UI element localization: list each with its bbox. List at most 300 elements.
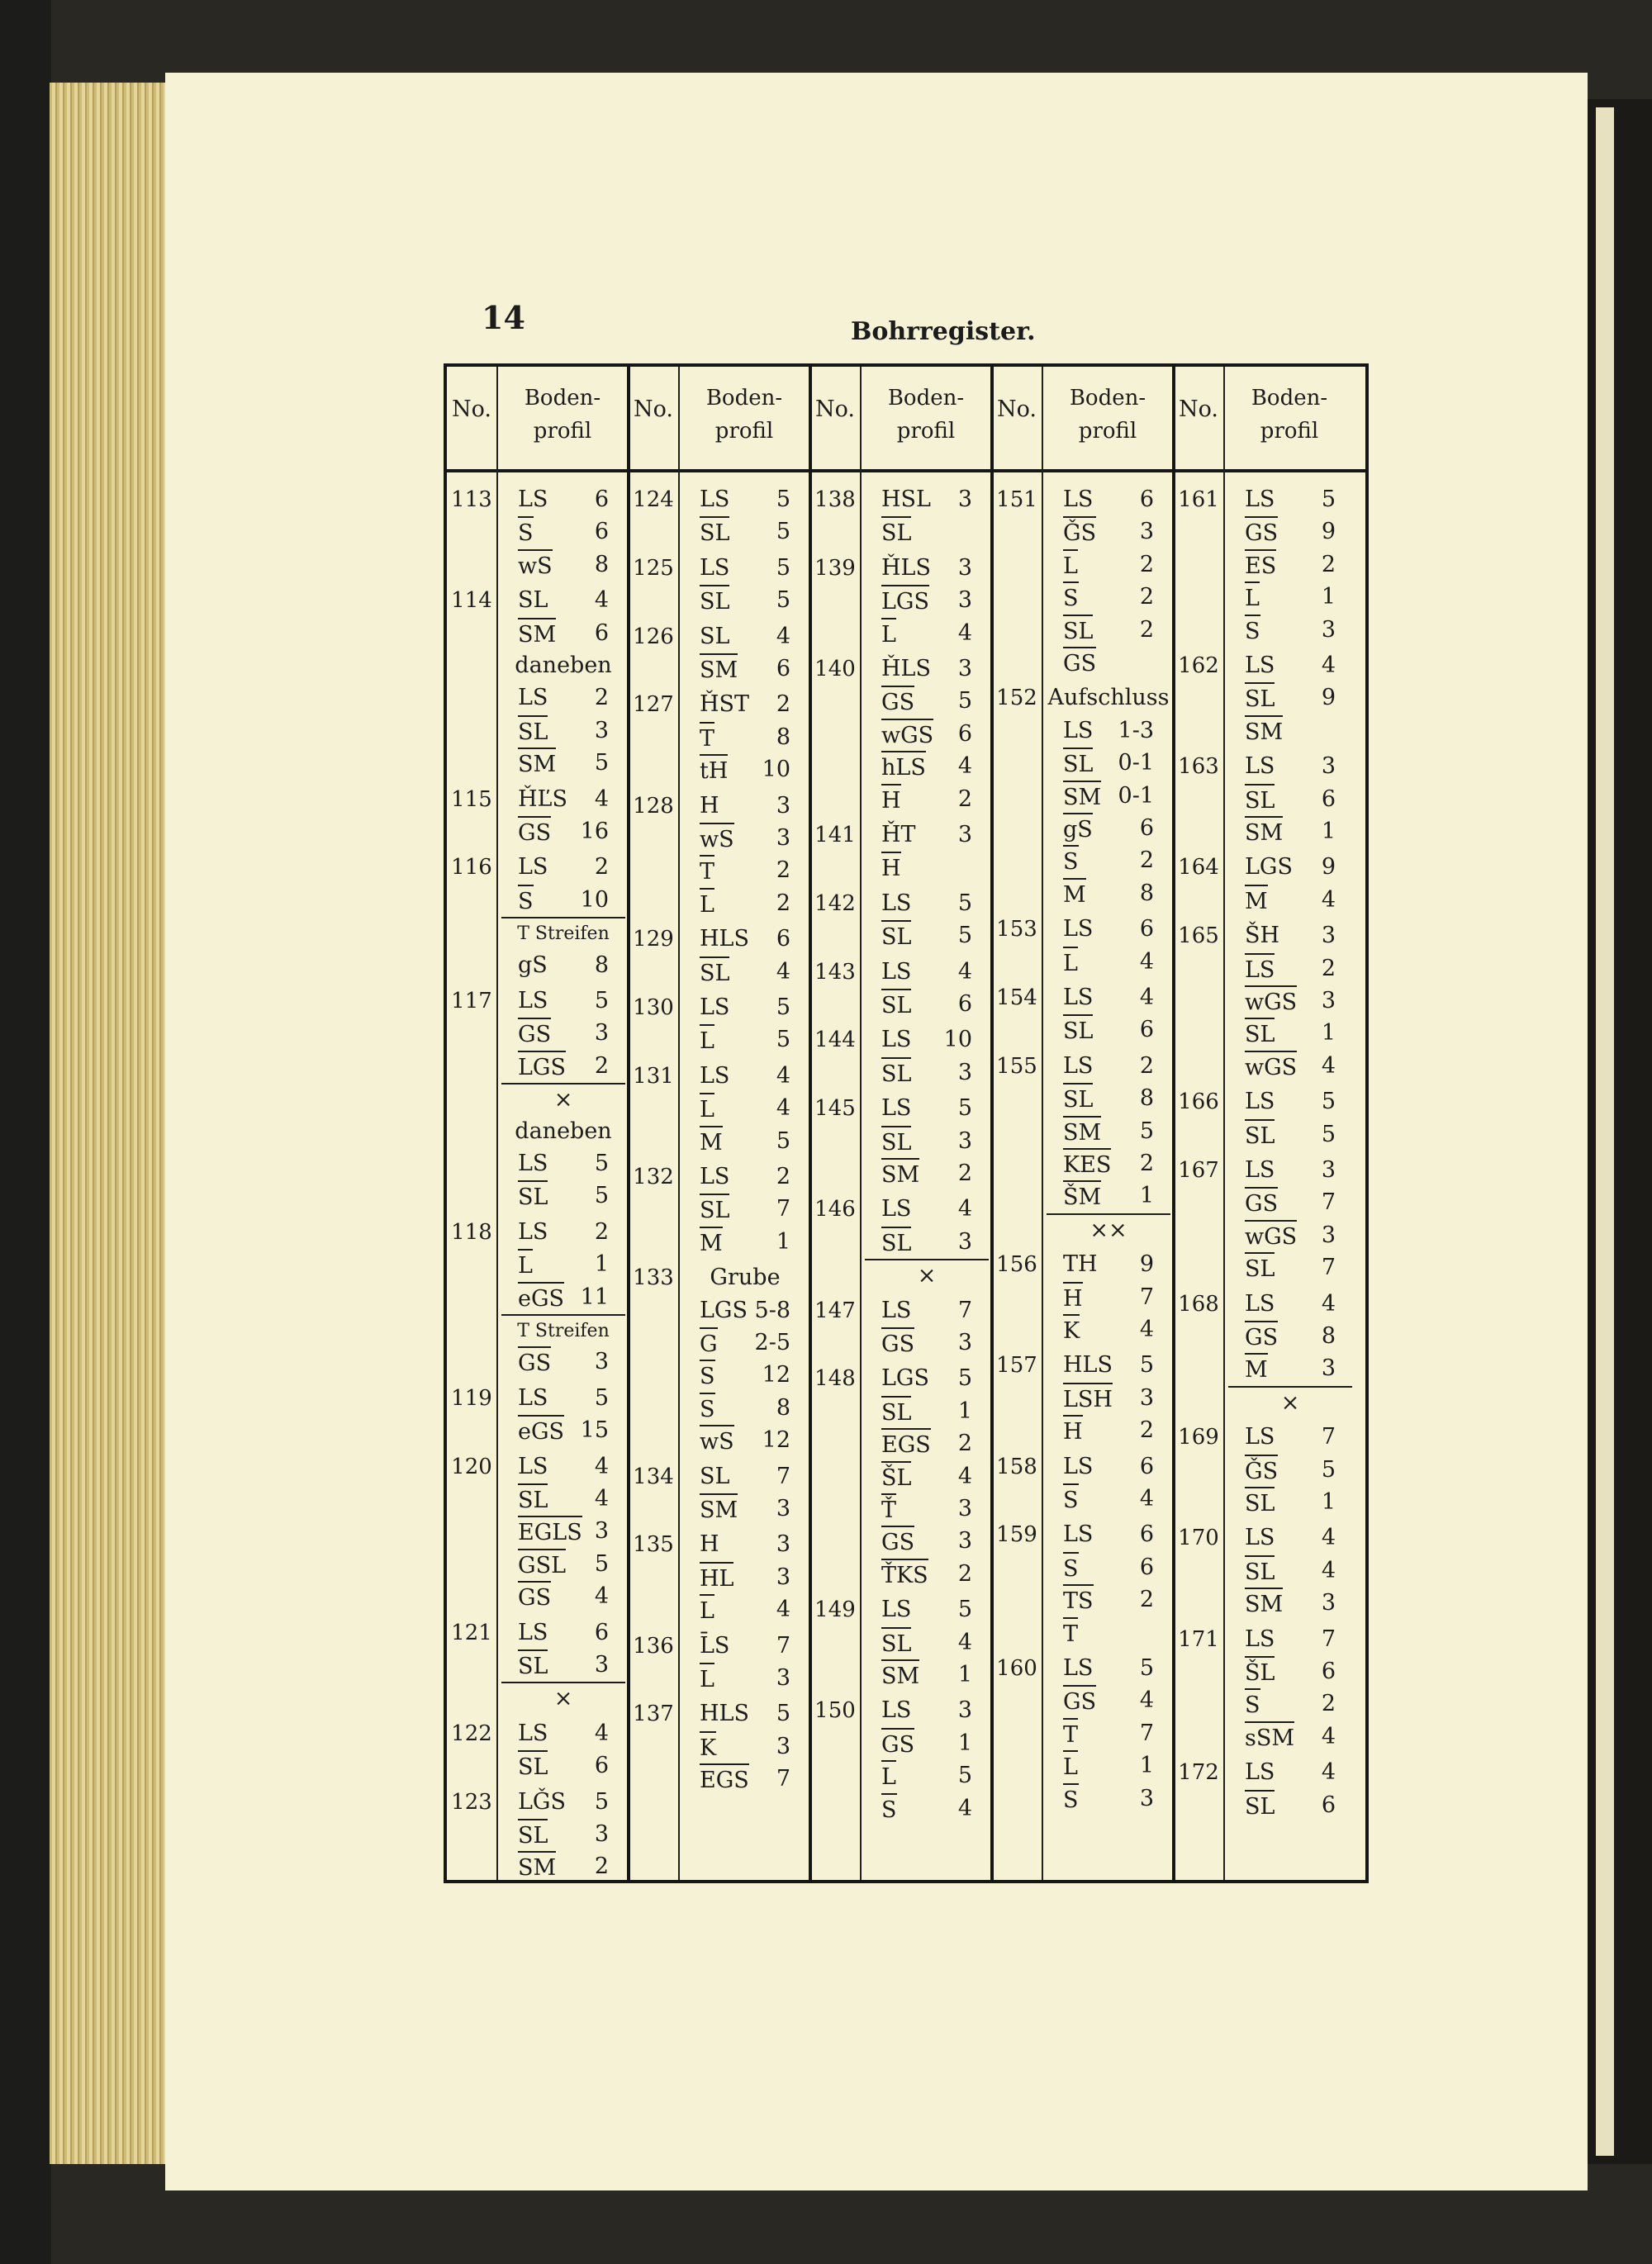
profil-line <box>865 784 989 815</box>
profil-line <box>1228 1790 1352 1821</box>
soil-code: sSM <box>1245 1721 1294 1754</box>
layer-thickness: 6 <box>1139 1017 1154 1043</box>
soil-code: ǦS <box>1245 1455 1278 1488</box>
layer-thickness: 2 <box>776 691 790 718</box>
bohrung-number: 134 <box>633 1464 674 1489</box>
profil-line <box>683 923 807 955</box>
soil-code: S <box>1063 1552 1079 1585</box>
soil-code: T <box>1063 1617 1078 1650</box>
layer-thickness: 4 <box>776 1597 790 1623</box>
layer-thickness: 5 <box>957 1763 972 1789</box>
profil-line <box>683 1493 807 1525</box>
layer-thickness: 1 <box>1139 1753 1154 1779</box>
profil-line <box>501 682 625 714</box>
profil-line <box>865 1259 989 1290</box>
profil-line <box>683 653 807 685</box>
profil-line <box>1228 985 1352 1017</box>
bohrung-number: 130 <box>633 995 674 1020</box>
layer-thickness: 4 <box>957 1795 972 1821</box>
profil-line <box>865 1396 989 1427</box>
layer-thickness: 2 <box>1139 847 1154 874</box>
bohrung-number: 172 <box>1178 1760 1219 1786</box>
header-bodenprofil <box>1042 382 1174 448</box>
layer-thickness: 1 <box>1321 584 1336 610</box>
profil-line <box>1228 715 1352 747</box>
soil-code: LS <box>518 1619 548 1645</box>
soil-code: × <box>501 1682 625 1715</box>
layer-thickness: 7 <box>1321 1626 1336 1652</box>
profil-line <box>501 1249 625 1280</box>
header-profil-line1: Boden- <box>705 386 783 411</box>
soil-code: T <box>700 855 714 888</box>
soil-code: EGS <box>881 1428 931 1461</box>
soil-code: LS <box>1245 1759 1275 1786</box>
soil-code: SL <box>518 1750 548 1783</box>
soil-code: TH <box>1063 1251 1098 1278</box>
profil-line <box>501 917 625 948</box>
bohrung-number: 167 <box>1178 1158 1219 1183</box>
soil-code: LS <box>881 1597 912 1623</box>
layer-thickness: 7 <box>1139 1284 1154 1310</box>
bohrung-number: 162 <box>1178 653 1219 678</box>
layer-thickness: 6 <box>1321 786 1336 812</box>
profil-line <box>865 1363 989 1394</box>
layer-thickness: 2 <box>1139 1417 1154 1444</box>
soil-code: SL <box>881 920 911 953</box>
bohrung-number: 122 <box>451 1721 492 1746</box>
soil-code: LS <box>1063 1052 1094 1079</box>
profil-line <box>865 1695 989 1726</box>
profil-line <box>1047 1584 1170 1616</box>
bohrung-number: 114 <box>451 588 492 614</box>
header-bodenprofil <box>860 382 992 448</box>
profil-line <box>1228 1155 1352 1186</box>
soil-code: S <box>700 1393 715 1426</box>
layer-thickness: 3 <box>957 587 972 614</box>
soil-code: gS <box>518 952 548 978</box>
soil-code: LS <box>1063 1655 1094 1681</box>
profil-line <box>1228 1487 1352 1518</box>
bohrung-number: 132 <box>633 1165 674 1189</box>
layer-thickness: 6 <box>957 991 972 1017</box>
profil-line <box>1047 615 1170 646</box>
layer-thickness: 1 <box>1321 1489 1336 1515</box>
layer-thickness: 3 <box>1321 1355 1336 1382</box>
profil-line <box>501 1415 625 1446</box>
layer-thickness: 5 <box>1139 1352 1154 1379</box>
soil-code: LS <box>518 1218 548 1245</box>
layer-thickness: 5 <box>957 1365 972 1392</box>
layer-thickness: 3 <box>776 792 790 819</box>
layer-thickness: 6 <box>1321 1659 1336 1684</box>
soil-code: SL <box>700 1463 730 1489</box>
layer-thickness: 5 <box>594 1183 609 1209</box>
soil-code: SL <box>1245 1018 1275 1051</box>
layer-thickness: 7 <box>1321 1255 1336 1281</box>
layer-thickness: 4 <box>776 1095 790 1122</box>
soil-code: SL <box>700 516 729 549</box>
bohrung-number: 146 <box>814 1197 856 1222</box>
profil-line <box>1228 784 1352 815</box>
soil-code: M <box>700 1126 723 1159</box>
header-profil-line2: profil <box>1260 419 1319 444</box>
soil-code: KES <box>1063 1148 1111 1181</box>
layer-thickness: 3 <box>1321 1590 1336 1616</box>
soil-code: LS <box>1063 1521 1094 1548</box>
profil-line <box>501 1787 625 1818</box>
soil-code: SM <box>518 748 556 781</box>
soil-code: LS <box>700 1164 730 1189</box>
layer-thickness: 3 <box>594 1518 609 1545</box>
profil-line <box>1047 748 1170 779</box>
soil-code: SL <box>1063 615 1093 648</box>
profil-line <box>1228 885 1352 916</box>
soil-code: GS <box>1245 1187 1278 1220</box>
profil-line <box>501 1483 625 1515</box>
soil-code: M <box>700 1227 723 1260</box>
soil-code: LS <box>1063 1453 1094 1479</box>
bohrung-number: 126 <box>633 624 674 649</box>
layer-thickness: 6 <box>1139 1554 1154 1580</box>
layer-thickness: 2 <box>594 1853 609 1880</box>
soil-code: SM <box>1063 781 1101 814</box>
bohrung-number: 113 <box>451 487 492 512</box>
soil-code: HLS <box>1063 1352 1113 1379</box>
no-column <box>810 367 860 1880</box>
profil-line <box>1228 816 1352 847</box>
profil-line <box>501 784 625 815</box>
layer-thickness: 3 <box>1321 753 1336 780</box>
soil-code: HL <box>700 1562 733 1595</box>
layer-thickness: 2 <box>1139 551 1154 577</box>
soil-code: T <box>1063 1718 1078 1751</box>
layer-thickness: 2 <box>1139 584 1154 610</box>
soil-code: SM <box>881 1659 919 1692</box>
profil-line <box>1047 715 1170 747</box>
layer-thickness: 4 <box>957 753 972 780</box>
profil-line <box>501 1180 625 1212</box>
layer-thickness: 2 <box>957 1560 972 1587</box>
profil-line <box>501 1516 625 1547</box>
soil-code: S <box>881 1793 897 1826</box>
profil-line <box>683 855 807 886</box>
soil-code: daneben <box>515 1118 612 1144</box>
soil-code: SM <box>1063 1116 1101 1149</box>
profil-line <box>1047 1750 1170 1782</box>
profil-line <box>501 1581 625 1612</box>
layer-thickness: 5 <box>1139 1655 1154 1681</box>
layer-thickness: 2 <box>957 786 972 812</box>
soil-code: S <box>1245 1688 1260 1721</box>
soil-code: × <box>1228 1386 1352 1419</box>
layer-thickness: 4 <box>957 619 972 646</box>
soil-code: S <box>518 516 534 549</box>
profil-line <box>501 1282 625 1313</box>
soil-code: SL <box>518 587 548 614</box>
layer-thickness: 5 <box>1321 1121 1336 1147</box>
soil-code: L <box>881 1760 896 1793</box>
profil-line <box>1228 1721 1352 1753</box>
profil-line <box>501 1346 625 1378</box>
profil-line <box>501 1383 625 1414</box>
bohrung-number: 166 <box>1178 1089 1219 1115</box>
profil-line <box>865 1461 989 1493</box>
soil-code: GS <box>1063 1685 1096 1718</box>
layer-thickness: 9 <box>1139 1251 1154 1278</box>
profil-line <box>1047 1519 1170 1550</box>
profil-line <box>683 1194 807 1225</box>
profil-line <box>683 484 807 515</box>
profil-line <box>1228 516 1352 548</box>
profil-line <box>1047 982 1170 1013</box>
soil-code: L <box>1245 581 1260 615</box>
soil-code: LGS <box>700 1297 748 1323</box>
soil-code: LS <box>1245 1290 1275 1317</box>
profil-line <box>1047 1083 1170 1114</box>
soil-code: wS <box>700 1425 734 1458</box>
profil-line <box>865 1158 989 1189</box>
profil-line <box>1047 1451 1170 1483</box>
bohrung-number: 117 <box>451 989 492 1013</box>
layer-thickness: 3 <box>594 1020 609 1047</box>
layer-thickness: 5 <box>1321 486 1336 512</box>
profil-line <box>1047 1180 1170 1212</box>
profil-line <box>683 689 807 720</box>
profil-line <box>1228 1353 1352 1384</box>
soil-code: LS <box>1063 916 1094 942</box>
soil-code: Aufschluss <box>1047 685 1170 711</box>
profil-line <box>501 549 625 581</box>
no-column <box>1174 367 1223 1880</box>
layer-thickness: 5 <box>776 1701 790 1727</box>
profil-line <box>1047 1282 1170 1313</box>
soil-code: SL <box>1063 1014 1093 1047</box>
profil-line <box>865 585 989 616</box>
soil-code: × <box>501 1083 625 1116</box>
layer-thickness: 2 <box>594 1052 609 1079</box>
layer-thickness: 5 <box>957 923 972 949</box>
soil-code: SM <box>518 618 556 651</box>
header-no: No. <box>634 396 673 422</box>
layer-thickness: 6 <box>1321 1792 1336 1818</box>
soil-code: SL <box>700 585 729 618</box>
profil-line <box>1047 516 1170 548</box>
profil-line <box>683 1093 807 1124</box>
bohrung-number: 147 <box>814 1298 856 1323</box>
profil-line <box>683 621 807 653</box>
bohrung-number: 160 <box>996 1656 1037 1681</box>
profil-line <box>501 1617 625 1649</box>
profil-line <box>683 1630 807 1662</box>
layer-thickness: 4 <box>1321 1052 1336 1079</box>
profil-line <box>865 751 989 782</box>
soil-code: K <box>700 1731 716 1764</box>
soil-code: LS <box>1063 486 1094 512</box>
layer-thickness: 9 <box>1321 685 1336 711</box>
header-no: No. <box>997 396 1037 422</box>
layer-thickness: 5 <box>594 1788 609 1815</box>
profil-line <box>865 618 989 649</box>
book-spine <box>0 0 51 2264</box>
layer-thickness: 1-3 <box>1118 717 1154 743</box>
bohrung-number: 124 <box>633 487 674 512</box>
profil-line <box>865 819 989 851</box>
header-no: No. <box>1179 396 1218 422</box>
layer-thickness: 12 <box>762 1427 790 1454</box>
layer-thickness: 8 <box>776 1394 790 1421</box>
profil-line <box>1228 1656 1352 1687</box>
soil-code: ȞLS <box>881 656 931 681</box>
profil-line <box>683 888 807 919</box>
profil-line <box>501 1148 625 1179</box>
layer-thickness: 2 <box>1139 1151 1154 1176</box>
soil-code: S <box>1063 845 1079 878</box>
profil-line <box>865 1327 989 1359</box>
layer-thickness: 4 <box>1139 985 1154 1010</box>
profil-line <box>683 1126 807 1157</box>
bohrung-number: 159 <box>996 1522 1037 1548</box>
layer-thickness: 2 <box>1139 616 1154 643</box>
layer-thickness: 5 <box>776 1127 790 1154</box>
soil-code: GS <box>1063 647 1096 680</box>
soil-code: LS <box>1245 653 1275 678</box>
profil-line <box>1047 914 1170 945</box>
profil-line <box>1228 1624 1352 1655</box>
soil-code: M <box>1063 878 1086 911</box>
soil-code: LS <box>881 958 912 985</box>
layer-thickness: 11 <box>580 1284 609 1310</box>
soil-code: LS <box>518 486 548 512</box>
profil-line <box>865 1659 989 1691</box>
profil-line <box>1047 1653 1170 1684</box>
profil-line <box>683 1698 807 1730</box>
profil-line <box>1228 1051 1352 1082</box>
layer-thickness: 6 <box>1139 1521 1154 1548</box>
soil-code: GS <box>881 686 914 719</box>
soil-code: eGS <box>518 1415 564 1448</box>
profil-line <box>1228 1522 1352 1554</box>
profil-line <box>683 1461 807 1493</box>
soil-code: LS <box>518 1151 548 1176</box>
soil-code: ȞT <box>881 822 916 847</box>
profil-line <box>1047 549 1170 581</box>
layer-thickness: 4 <box>776 623 790 649</box>
header-bodenprofil <box>678 382 810 448</box>
profil-line <box>501 852 625 883</box>
layer-thickness: 7 <box>957 1297 972 1323</box>
bohrung-number: 151 <box>996 487 1037 512</box>
bohrung-number: 125 <box>633 555 674 581</box>
layer-thickness: 7 <box>1139 1720 1154 1746</box>
profil-line <box>1228 1422 1352 1453</box>
soil-code: GS <box>518 1581 551 1614</box>
layer-thickness: 3 <box>957 1127 972 1154</box>
profil-line <box>865 1057 989 1089</box>
profil-line <box>501 950 625 981</box>
layer-thickness: 4 <box>594 786 609 812</box>
page-edges <box>50 83 173 2164</box>
bohrung-number: 158 <box>996 1454 1037 1479</box>
profil-line <box>1228 1252 1352 1284</box>
soil-code: S <box>518 885 534 918</box>
soil-code: LS <box>700 994 730 1020</box>
layer-thickness: 2 <box>957 1431 972 1457</box>
profil-line <box>1047 845 1170 876</box>
layer-thickness: 8 <box>594 551 609 577</box>
soil-code: SM <box>518 1851 556 1884</box>
layer-thickness: 4 <box>594 1583 609 1610</box>
profil-line <box>865 1194 989 1225</box>
soil-code: LS <box>1063 717 1094 743</box>
profil-line <box>501 1851 625 1882</box>
layer-thickness: 3 <box>594 1652 609 1678</box>
profil-line <box>1228 1321 1352 1352</box>
layer-thickness: 8 <box>1139 880 1154 906</box>
soil-code: T Streifen <box>501 917 625 950</box>
layer-thickness: 2 <box>594 854 609 880</box>
layer-thickness: 5 <box>776 1027 790 1053</box>
layer-thickness: 6 <box>776 926 790 952</box>
soil-code: GS <box>881 1526 914 1559</box>
layer-thickness: 1 <box>594 1251 609 1278</box>
soil-code: LSH <box>1063 1383 1113 1416</box>
layer-thickness: 4 <box>1139 1486 1154 1512</box>
profil-line <box>501 885 625 916</box>
profil-line <box>1047 581 1170 613</box>
profil-line <box>1047 1213 1170 1245</box>
no-column <box>447 367 496 1880</box>
layer-thickness: 3 <box>957 1330 972 1355</box>
layer-thickness: 0-1 <box>1118 750 1154 776</box>
bohrung-number: 119 <box>451 1385 492 1411</box>
bohrung-number: 140 <box>814 657 856 681</box>
profil-line <box>1228 1220 1352 1251</box>
soil-code: SL <box>881 989 911 1022</box>
profil-line <box>865 1295 989 1327</box>
profil-line <box>865 1594 989 1626</box>
profil-line <box>1228 1555 1352 1587</box>
profil-line <box>865 653 989 685</box>
layer-thickness: 6 <box>594 1753 609 1779</box>
layer-thickness: 3 <box>957 822 972 847</box>
layer-thickness: 3 <box>1321 923 1336 949</box>
soil-code: L <box>700 888 714 921</box>
header-bodenprofil <box>1223 382 1355 448</box>
profil-line <box>501 650 625 681</box>
profil-line <box>1047 682 1170 714</box>
layer-thickness: 7 <box>776 1766 790 1792</box>
profil-line <box>683 1663 807 1694</box>
soil-code: SL <box>881 1627 911 1660</box>
profil-column <box>1223 367 1355 1880</box>
soil-code: wGS <box>1245 1220 1297 1253</box>
soil-code: LS <box>700 1062 730 1089</box>
profil-line <box>683 1763 807 1795</box>
layer-thickness: 5 <box>1139 1118 1154 1144</box>
page-number: 14 <box>482 299 525 336</box>
no-column <box>992 367 1042 1880</box>
layer-thickness: 3 <box>957 656 972 681</box>
bohrung-number: 133 <box>633 1265 674 1291</box>
bohrung-number: 123 <box>451 1789 492 1815</box>
layer-thickness: 2 <box>776 1164 790 1189</box>
profil-line <box>501 1549 625 1580</box>
soil-code: wGS <box>881 719 933 752</box>
soil-code: GS <box>881 1327 914 1360</box>
layer-thickness: 5 <box>594 750 609 776</box>
profil-line <box>1228 1086 1352 1118</box>
profil-line <box>1047 1014 1170 1046</box>
